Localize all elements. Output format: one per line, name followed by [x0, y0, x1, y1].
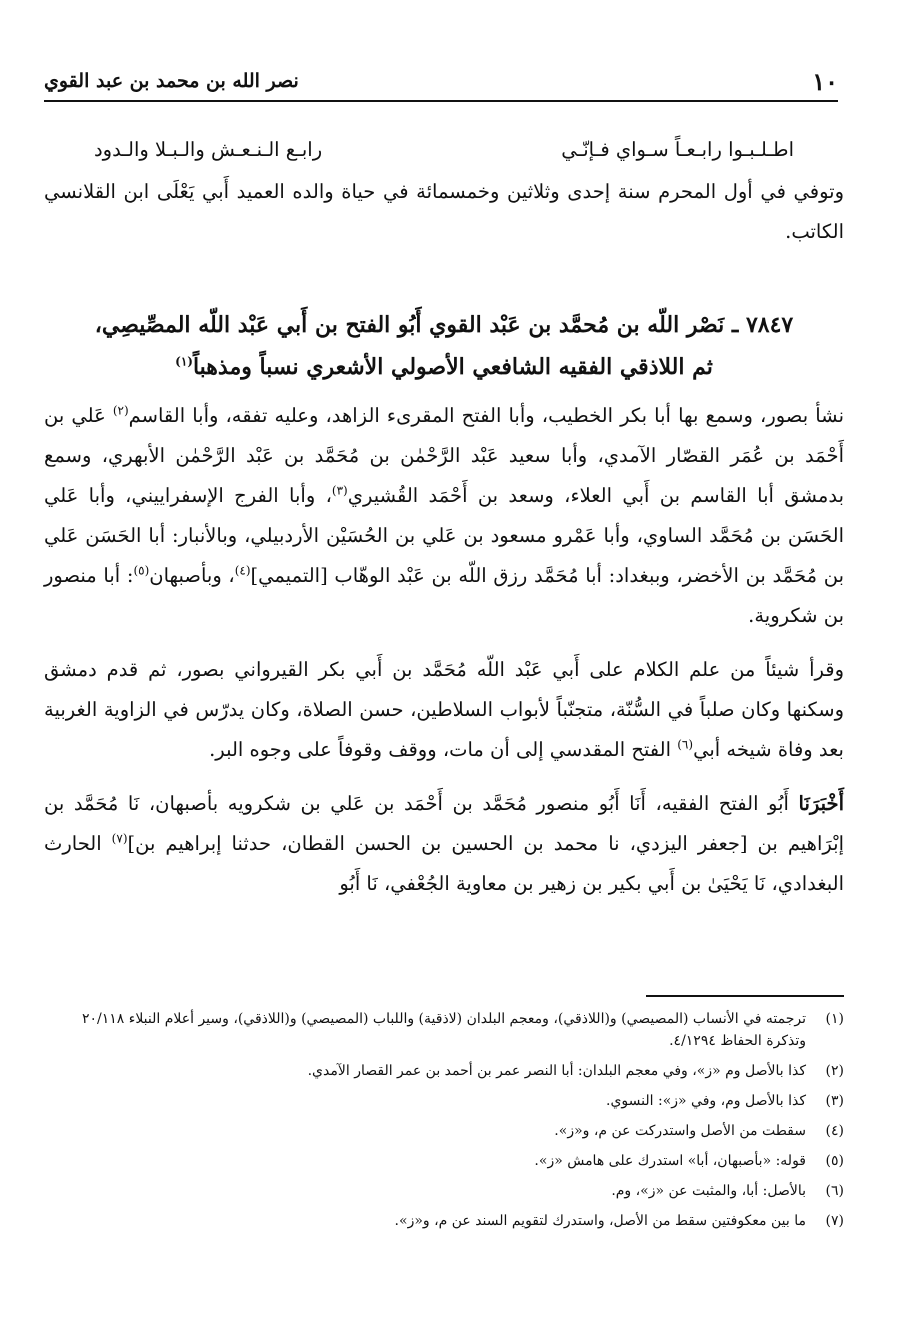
footnote-7 — [44, 1210, 844, 1232]
footnote-number: (٥) — [825, 1153, 844, 1169]
paragraph-death-note: وتوفي في أول المحرم سنة إحدى وثلاثين وخمسمائة في حياة والده العميد أَبي يَعْلَى ابن القلانسي الكاتب. — [44, 180, 844, 243]
second-hemistich: رابـع الـنـعـش والـبـلا والـدود — [94, 138, 323, 161]
paragraph-teachers-part-e: : أبا منصور بن شكروية. — [44, 564, 844, 627]
footnote-text: كذا بالأصل وم «ز»، وفي معجم البلدان: أبا النصر عمر بن أحمد بن عمر القصار الآمدي. — [307, 1063, 806, 1079]
entry-title — [44, 304, 844, 388]
footnote-number: (٦) — [825, 1183, 844, 1199]
footnote-ref-1: (١) — [175, 354, 193, 369]
main-text — [44, 128, 844, 904]
paragraph-isnad — [44, 784, 844, 904]
footnote-number: (٣) — [825, 1093, 844, 1109]
footnote-ref-3: (٣) — [331, 483, 348, 498]
paragraph-teachers-part-c: ، وأبا الفرج الإسفراييني، وأبا عَلي الحَسَن بن مُحَمَّد الساوي، وأبا عَمْرو مسعود بن عَلي بن الحُسَيْن الأردبيلي، وبالأنبار: أبا الحَسَن عَلي بن مُحَمَّد بن الأخضر، وببغداد: أبا مُحَمَّد رزق اللّه بن عَبْد الوهّاب [التميمي] — [44, 484, 845, 587]
footnote-separator — [646, 995, 844, 997]
footnote-text: ما بين معكوفتين سقط من الأصل، واستدرك لتقويم السند عن م، و«ز». — [394, 1213, 806, 1229]
paragraph-teachers-part-b: عَلي بن أَحْمَد بن عُمَر القصّار الآمدي، وأبا سعيد عَبْد الرَّحْمٰن بن مُحَمَّد بن عَبْد الرَّحْمٰن الأبهري، وسمع بدمشق أبا القاسم بن أَبي العلاء، وسعد بن أَحْمَد القُشيري — [44, 404, 844, 507]
footnote-text: سقطت من الأصل واستدركت عن م، و«ز». — [554, 1123, 806, 1139]
footnote-text: بالأصل: أبا، والمثبت عن «ز»، وم. — [611, 1183, 806, 1199]
entry-title-line-1: ٧٨٤٧ ـ نَصْر اللّه بن مُحمَّد بن عَبْد القوي أَبُو الفتح بن أَبي عَبْد اللّه المصِّيصِي، — [94, 312, 794, 338]
footnote-ref-6: (٦) — [677, 737, 694, 752]
footnotes — [44, 1008, 844, 1240]
footnote-number: (١) — [825, 1011, 844, 1027]
footnote-1 — [44, 1008, 844, 1052]
footnote-text: ترجمته في الأنساب (المصيصي) و(اللاذقي)، ومعجم البلدان (لاذقية) واللباب (المصيصي) و(اللاذقي)، وسير أعلام النبلاء ٢٠/١١٨ وتذكرة الحفاظ ٤/١٢٩٤. — [81, 1011, 806, 1049]
footnote-number: (٤) — [825, 1123, 844, 1139]
paragraph-teachers-part-a: نشأ بصور، وسمع بها أبا بكر الخطيب، وأبا الفتح المقرىء الزاهد، وعليه تفقه، وأبا القاسم — [128, 404, 845, 427]
footnote-3 — [44, 1090, 844, 1112]
first-hemistich: اطـلـبـوا رابـعـاً سـواي فـإنّـي — [561, 138, 794, 161]
paragraph-studies — [44, 650, 844, 770]
footnote-ref-7: (٧) — [111, 831, 128, 846]
paragraph-isnad-part-b: الحارث البغدادي، نَا يَحْيَىٰ بن أَبي بكير بن زهير بن معاوية الجُعْفي، نَا أَبُو — [44, 832, 844, 895]
poem-verse — [44, 128, 844, 172]
footnote-number: (٢) — [825, 1063, 844, 1079]
entry-title-line-2-text: ثم اللاذقي الفقيه الشافعي الأصولي الأشعري نسباً ومذهباً — [192, 354, 713, 380]
entry-title-line-2 — [44, 346, 844, 388]
footnote-ref-4: (٤) — [234, 563, 251, 578]
running-title: نصر الله بن محمد بن عبد القوي — [44, 70, 299, 92]
page-header — [44, 62, 838, 102]
paragraph-studies-part-b: الفتح المقدسي إلى أن مات، ووقف وقوفاً على وجوه البر. — [209, 738, 678, 761]
page-number: ١٠ — [812, 66, 838, 96]
paragraph-teachers — [44, 396, 844, 636]
paragraph-teachers-part-d: ، وبأصبهان — [149, 564, 235, 587]
footnote-text: كذا بالأصل وم، وفي «ز»: النسوي. — [606, 1093, 806, 1109]
footnote-ref-2: (٢) — [112, 403, 129, 418]
isnad-lead-word: أَخْبَرَنَا — [798, 792, 844, 815]
paragraph-studies-part-a: وقرأ شيئاً من علم الكلام على أَبي عَبْد اللّه مُحَمَّد بن أَبي بكر القيرواني بصور، ثم قدم دمشق وسكنها وكان صلباً في السُّنّة، متجنّباً لأبواب السلاطين، حسن الصلاة، وكان يدرّس في الزاوية الغربية بعد وفاة شيخه أبي — [44, 658, 844, 761]
paragraph-isnad-part-a: أَبُو الفتح الفقيه، أَنَا أَبُو منصور مُحَمَّد بن أَحْمَد بن عَلي بن شكرويه بأصبهان، نَا مُحَمَّد بن إبْرَاهيم بن [جعفر اليزدي، نا محمد بن الحسين بن الحسن القطان، حدثنا إبراهيم بن] — [44, 792, 844, 855]
footnote-2 — [44, 1060, 844, 1082]
footnote-6 — [44, 1180, 844, 1202]
footnote-5 — [44, 1150, 844, 1172]
footnote-4 — [44, 1120, 844, 1142]
footnote-text: قوله: «بأصبهان، أبا» استدرك على هامش «ز». — [534, 1153, 806, 1169]
footnote-ref-5: (٥) — [133, 563, 150, 578]
footnote-number: (٧) — [825, 1213, 844, 1229]
